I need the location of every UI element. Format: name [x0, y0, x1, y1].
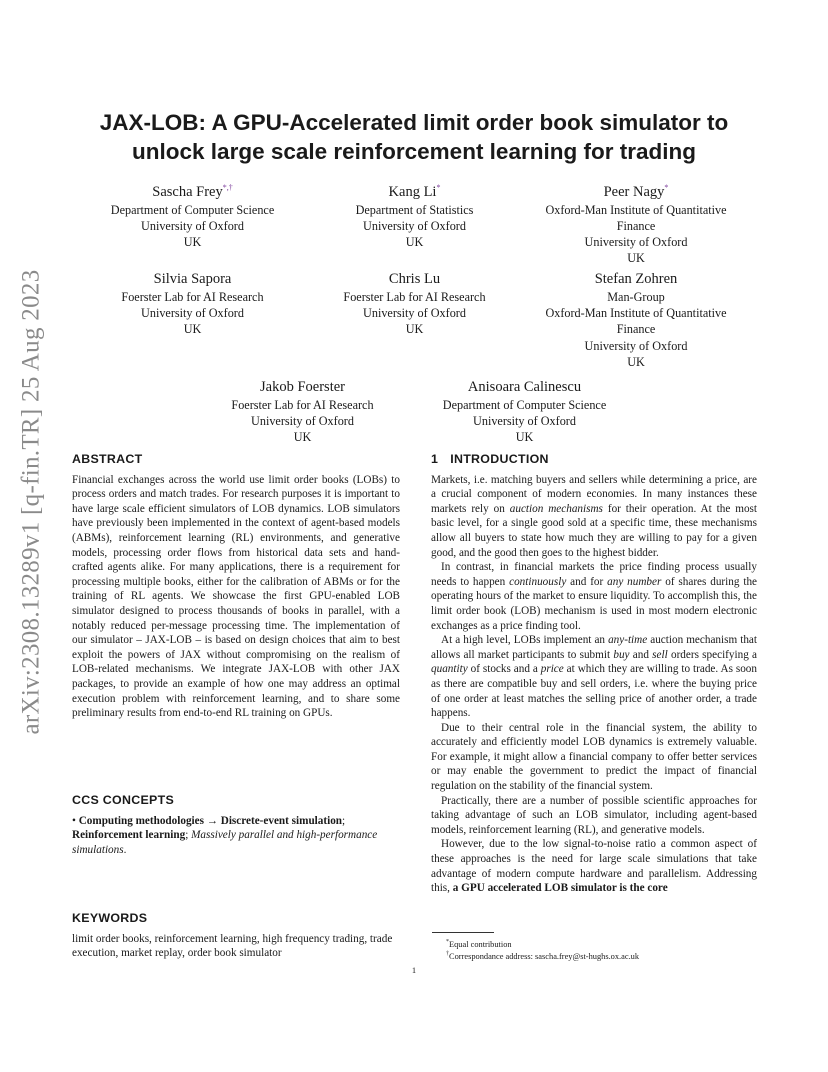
text-run: price: [540, 663, 564, 676]
author-affiliation: University of Oxford: [363, 219, 466, 234]
ccs-end: .: [123, 843, 127, 856]
arxiv-stamp-text: arXiv:2308.13289v1 [q-fin.TR] 25 Aug 2023: [18, 269, 46, 735]
intro-paragraph: [431, 560, 757, 633]
author-affiliation: Foerster Lab for AI Research: [231, 398, 374, 412]
author-mark: *: [664, 183, 669, 192]
intro-paragraph: [431, 633, 757, 721]
text-run: of stocks and a: [467, 663, 541, 676]
text-run: auction mechanism that allows all market participants to submit: [431, 634, 758, 661]
author-name: Jakob Foerster: [260, 379, 345, 395]
author-affiliation: Foerster Lab for AI Research: [121, 290, 264, 304]
ccs-text: [72, 814, 400, 858]
author-affiliation: Department of Computer Science: [442, 398, 607, 412]
footnote-rule: [432, 932, 494, 933]
author-affiliation: UK: [183, 235, 202, 250]
text-run: Markets, i.e. matching buyers and sellers while determining a price, are a crucial component of modern economies. In many instances these markets rely on: [431, 473, 757, 515]
text-run: orders specifying a: [667, 648, 758, 661]
left-column: [72, 452, 400, 721]
keywords-heading: KEYWORDS: [72, 911, 148, 925]
author-affiliation: University of Oxford: [251, 414, 354, 429]
title-line-1: JAX-LOB: A GPU-Accelerated limit order book simulator to: [99, 110, 729, 135]
author-block: [80, 178, 305, 250]
text-run: auction mechanisms: [509, 502, 603, 515]
right-column: [431, 452, 757, 896]
ccs-section: [72, 793, 400, 857]
section-title: INTRODUCTION: [450, 452, 549, 466]
author-affiliation: Foerster Lab for AI Research: [343, 290, 486, 304]
text-run: at which they are willing to trade. As soon as there are compatible buy and sell orders, i.e. where the buying price of one order at least matches the selling price of another order, a trade happens.: [431, 663, 757, 720]
author-block: [522, 178, 750, 267]
footnote-text: Correspondance address: sascha.frey@st-hughs.ox.ac.uk: [449, 951, 640, 961]
ccs-term: Massively parallel and high-performance simulations: [72, 829, 378, 856]
author-affiliation: Finance: [616, 219, 656, 234]
author-affiliation: University of Oxford: [141, 219, 244, 234]
author-affiliation: University of Oxford: [584, 338, 688, 353]
author-affiliation: Finance: [616, 322, 656, 337]
author-block: [80, 270, 305, 338]
author-mark: *: [436, 183, 441, 192]
intro-heading: [431, 452, 757, 467]
text-run: sell: [652, 648, 668, 661]
ccs-term: Reinforcement learning: [72, 829, 186, 842]
author-name: Silvia Sapora: [153, 271, 232, 287]
author-affiliation: University of Oxford: [584, 235, 688, 250]
author-affiliation: University of Oxford: [473, 414, 576, 429]
intro-paragraph: Due to their central role in the financial system, the ability to accurately and efficiently model LOB dynamics is extremely valuable. For example, it might allow a financial company to offer better services or may enable the government to predict the impact of financial regulation on the stability of the financial system.: [431, 721, 757, 793]
author-name: Stefan Zohren: [594, 271, 678, 287]
text-run: a GPU accelerated LOB simulator is the core: [452, 882, 668, 895]
keywords-text: limit order books, reinforcement learning, high frequency trading, trade execution, market replay, order book simulator: [72, 932, 393, 960]
title-line-2: unlock large scale reinforcement learning for trading: [132, 139, 696, 164]
text-run: buy: [613, 648, 630, 661]
abstract-text: Financial exchanges across the world use limit order books (LOBs) to process orders and match trades. For research purposes it is important to have large scale efficient simulators of LOB dynamics. LOB simulators have previously been implemented in the context of agent-based models (ABMs), reinforcement learning (RL) environments, and generative models, processing order flows from historical data sets and hand-crafted agents alike. For many applications, there is a requirement for processing multiple books, either for the calibration of ABMs or for the training of RL agents. We showcase the first GPU-enabled LOB simulator designed to process thousands of books in parallel, with a notably reduced per-message processing time. The implementation of our simulator – JAX-LOB – is based on design choices that aim to best exploit the powers of JAX without compromising on the realism of LOB-related mechanisms. We integrate JAX-LOB with other JAX packages, to provide an example of how one may address an optimal execution problem with reinforcement learning, and to share some preliminary results from end-to-end RL training on GPUs.: [72, 473, 400, 720]
keywords-section: [72, 911, 400, 961]
text-run: and for: [566, 575, 608, 588]
author-name: Kang Li: [388, 183, 437, 200]
author-affiliation: Department of Computer Science: [110, 202, 275, 217]
author-affiliation: Oxford-Man Institute of Quantitative: [545, 306, 727, 321]
ccs-heading: CCS CONCEPTS: [72, 793, 175, 807]
author-affiliation: Man-Group: [607, 290, 665, 304]
footnote-mark: †: [446, 951, 449, 957]
author-block: [412, 378, 637, 446]
intro-paragraph: Practically, there are a number of possible scientific approaches for taking advantage of such an LOB simulator, including agent-based models, reinforcement learning (RL), and generative models.: [431, 794, 757, 836]
author-mark: *,†: [222, 183, 233, 192]
ccs-separator: ;: [185, 829, 192, 842]
author-affiliation: UK: [293, 430, 312, 445]
text-run: any number: [607, 575, 662, 588]
section-number: 1: [431, 452, 439, 466]
arxiv-stamp: [14, 269, 50, 735]
text-run: In contrast, in financial markets the price finding process usually needs to happen: [431, 561, 757, 588]
author-affiliation: University of Oxford: [363, 306, 466, 321]
text-run: However, due to the low signal-to-noise ratio a common aspect of these approaches is the need for large scale simulations that take advantage of modern compute hardware and parallelism. Addressing this,: [431, 838, 757, 895]
author-name: Chris Lu: [388, 271, 441, 287]
text-run: of shares during the operating hours of the market to ensure liquidity. To accomplish this, the limit order book (LOB) mechanism is used in most modern electronic exchanges as a price finding tool.: [431, 575, 757, 632]
footnote-mark: *: [446, 939, 449, 945]
ccs-separator: ;: [342, 814, 346, 827]
author-affiliation: University of Oxford: [141, 306, 244, 321]
ccs-term: Computing methodologies → Discrete-event simulation: [78, 814, 343, 827]
author-name: Sascha Frey: [152, 183, 223, 200]
author-block: [302, 178, 527, 250]
text-run: for their operation. At the most basic level, for a single good sold at a specific time, these mechanisms allow all buyers to state how much they are willing to pay for a given good, and the good then goes to the highest bidder.: [431, 502, 758, 559]
author-affiliation: Oxford-Man Institute of Quantitative: [545, 202, 727, 217]
author-block: [302, 270, 527, 338]
footnote: [446, 937, 512, 950]
footnote: [446, 949, 639, 962]
footnote-text: Equal contribution: [449, 939, 512, 949]
abstract-heading: ABSTRACT: [72, 452, 143, 466]
author-affiliation: UK: [627, 251, 645, 266]
intro-paragraph: [431, 473, 757, 561]
paper-title: [70, 108, 758, 166]
ccs-bullet: •: [72, 814, 76, 827]
author-name: Anisoara Calinescu: [467, 379, 582, 395]
author-affiliation: UK: [515, 430, 534, 445]
author-affiliation: UK: [183, 322, 202, 337]
text-run: quantity: [431, 663, 468, 676]
text-run: continuously: [509, 575, 567, 588]
author-affiliation: UK: [405, 322, 424, 337]
author-affiliation: UK: [405, 235, 424, 250]
text-run: At a high level, LOBs implement an: [441, 634, 609, 647]
page-number: 1: [411, 965, 417, 975]
author-affiliation: Department of Statistics: [355, 202, 474, 217]
author-block: [522, 270, 750, 370]
text-run: and: [629, 648, 653, 661]
intro-paragraph: [431, 837, 757, 895]
author-name: Peer Nagy: [603, 183, 665, 200]
text-run: any-time: [608, 634, 648, 647]
author-affiliation: UK: [627, 354, 645, 369]
author-block: [190, 378, 415, 446]
